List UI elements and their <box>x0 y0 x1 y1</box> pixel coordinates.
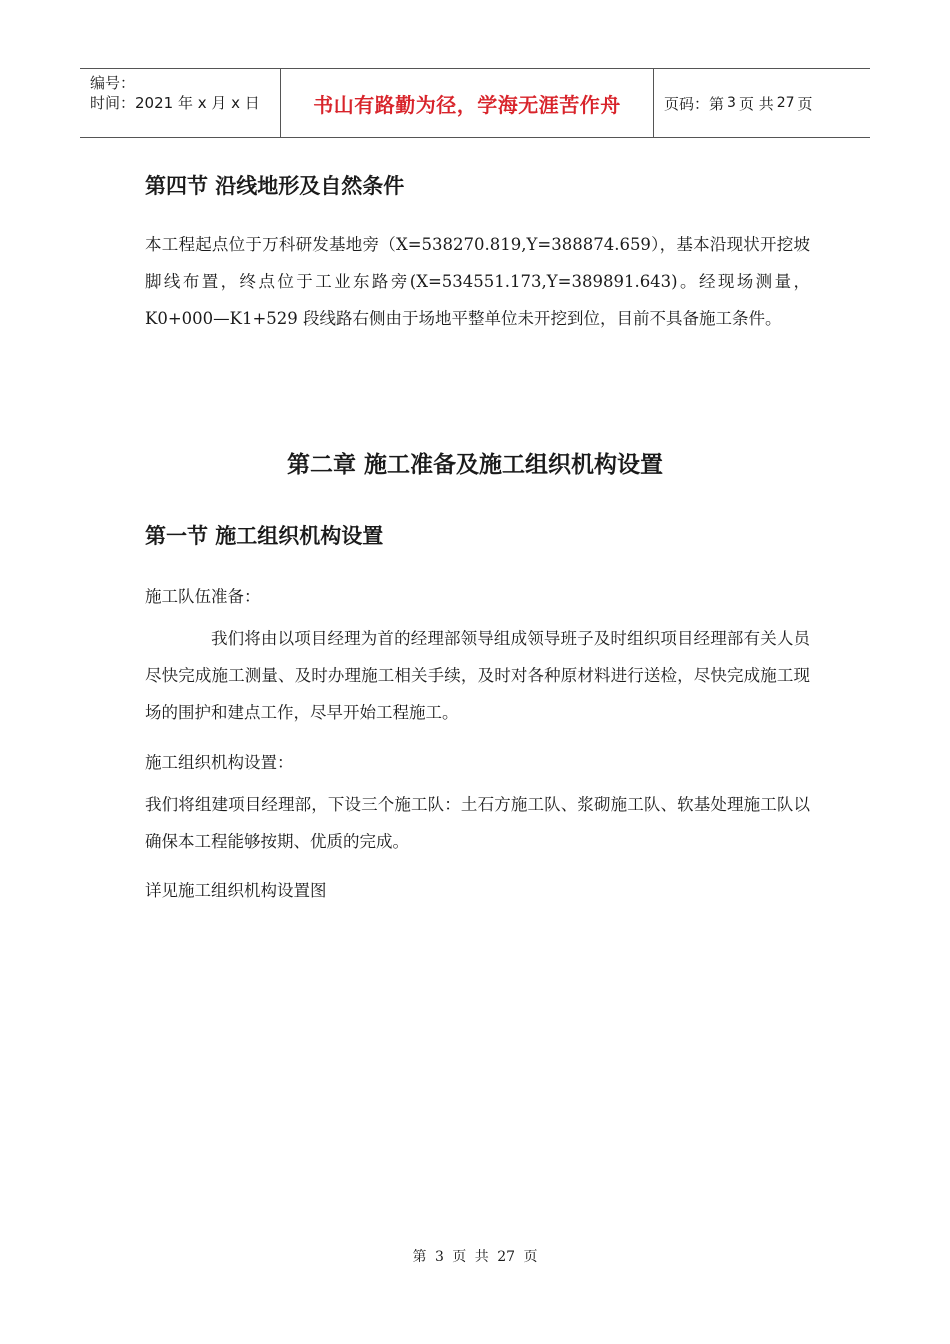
team-prep-label: 施工队伍准备： <box>145 587 261 606</box>
team-prep-paragraph: 我们将由以项目经理为首的经理部领导组成领导班子及时组织项目经理部有关人员尽快完成施工测量、及时办理施工相关手续，及时对各种原材料进行送检，尽快完成施工现场的围护和建点工作，尽早开始工程施工。 <box>145 629 810 722</box>
page-mid: 页 共 <box>738 94 774 113</box>
section-4-paragraph: 本工程起点位于万科研发基地旁（X=538270.819,Y=388874.659），基本沿现状开挖坡脚线布置，终点位于工业东路旁(X=534551.173,Y=389891.643)。经现场测量，K0+000—K1+529 段线路右侧由于场地平整单位未开挖到位，目前不具备施工条件。 <box>145 235 810 328</box>
page-footer: 第 3 页 共 27 页 <box>412 1249 538 1265</box>
see-org-chart-note: 详见施工组织机构设置图 <box>145 881 327 900</box>
org-setup-paragraph: 我们将组建项目经理部，下设三个施工队：土石方施工队、浆砌施工队、软基处理施工队以确保本工程能够按期、优质的完成。 <box>145 795 810 851</box>
page-current: 3 <box>727 95 736 111</box>
document-header <box>80 68 870 138</box>
chapter-2-title: 第二章 施工准备及施工组织机构设置 <box>286 452 663 478</box>
section-1-title: 第一节 施工组织机构设置 <box>145 524 384 548</box>
page-total: 27 <box>776 95 795 111</box>
page-prefix: 页码：第 <box>664 94 725 113</box>
header-meta <box>80 69 281 137</box>
header-page-info <box>654 69 870 137</box>
document-date: 时间：2021 年 x 月 x 日 <box>90 94 260 112</box>
page-suffix: 页 <box>797 94 813 113</box>
document-number-label: 编号： <box>90 74 136 92</box>
header-motto: 书山有路勤为径，学海无涯苦作舟 <box>281 69 654 137</box>
section-4-title: 第四节 沿线地形及自然条件 <box>145 174 405 198</box>
org-setup-label: 施工组织机构设置： <box>145 753 294 772</box>
